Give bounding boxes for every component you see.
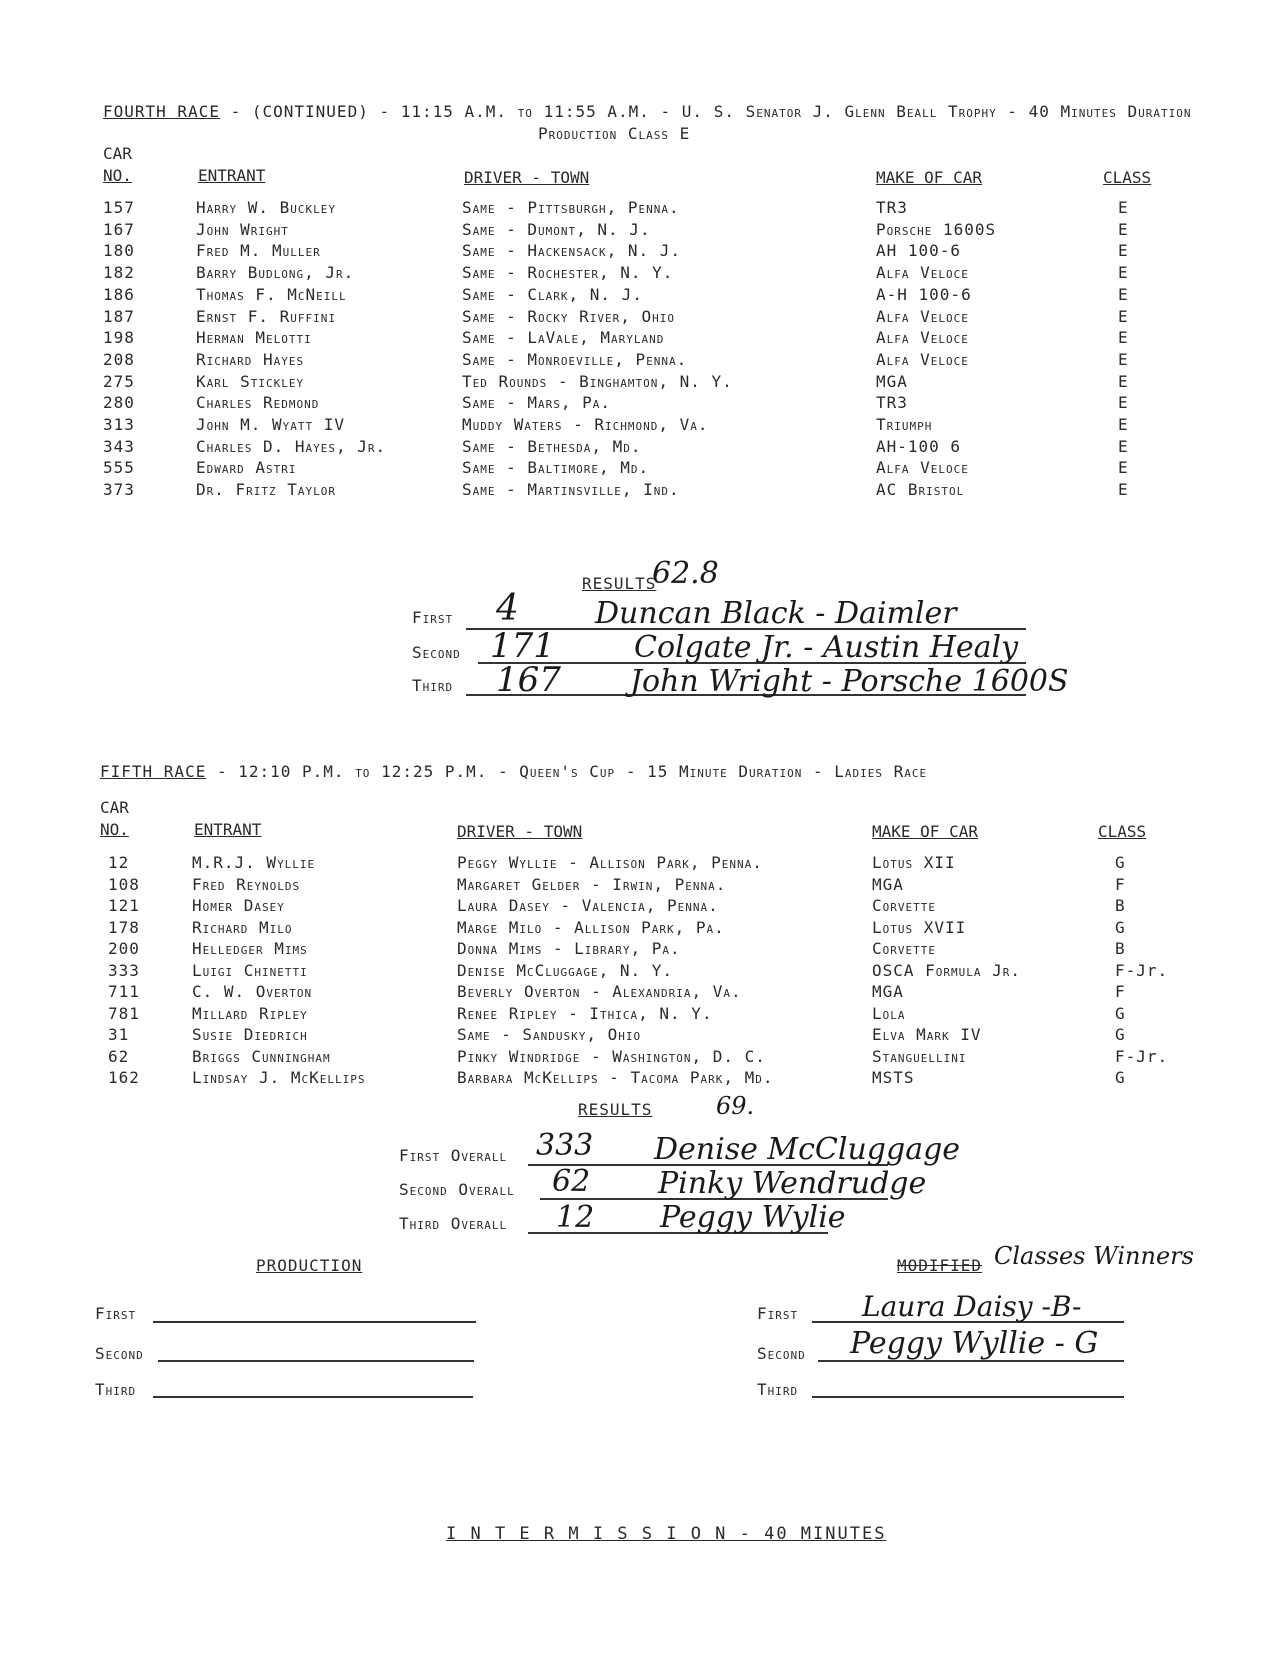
driver-town: Same - Sandusky, Ohio <box>457 1025 642 1044</box>
car-number: 178 <box>108 917 140 937</box>
entrant: Luigi Chinetti <box>192 960 308 980</box>
car-class: E <box>1118 480 1129 500</box>
driver-town: Same - Hackensack, N. J. <box>462 241 682 261</box>
car-number: 711 <box>108 982 140 1001</box>
modified-second-label: Second <box>757 1344 806 1363</box>
car-class: B <box>1115 896 1126 915</box>
col-make-2: MAKE OF CAR <box>872 822 978 841</box>
driver-town: Beverly Overton - Alexandria, Va. <box>457 982 742 1001</box>
col-make: MAKE OF CAR <box>876 168 982 187</box>
fifth-race-label: FIFTH RACE <box>100 762 207 781</box>
car-number: 62 <box>108 1046 130 1066</box>
overall-third-text: Peggy Wylie <box>660 1200 846 1235</box>
car-class: E <box>1118 328 1129 348</box>
make-of-car: MGA <box>872 874 904 894</box>
car-class: F <box>1115 982 1126 1001</box>
make-of-car: Stanguellini <box>872 1046 967 1066</box>
fourth-race-label: FOURTH RACE <box>103 102 220 121</box>
car-number: 157 <box>103 198 135 217</box>
table-row <box>0 1004 1275 1026</box>
entrant: Dr. Fritz Taylor <box>196 480 337 500</box>
table-row <box>0 415 1275 437</box>
driver-town: Marge Milo - Allison Park, Pa. <box>457 917 725 937</box>
make-of-car: Corvette <box>872 896 936 915</box>
production-third-line <box>153 1396 473 1398</box>
driver-town: Margaret Gelder - Irwin, Penna. <box>457 874 727 894</box>
driver-town: Denise McCluggage, N. Y. <box>457 960 674 980</box>
driver-town: Same - Monroeville, Penna. <box>462 349 688 369</box>
modified-first-label: First <box>757 1304 799 1323</box>
table-row <box>0 198 1275 220</box>
driver-town: Same - Pittsburgh, Penna. <box>462 198 680 217</box>
driver-town: Laura Dasey - Valencia, Penna. <box>457 896 719 915</box>
car-class: G <box>1115 917 1126 937</box>
table-row <box>0 241 1275 263</box>
driver-town: Same - Dumont, N. J. <box>462 219 651 239</box>
modified-third-line <box>812 1396 1124 1398</box>
car-number: 108 <box>108 874 140 894</box>
car-number: 555 <box>103 458 135 478</box>
results-speed: 62.8 <box>652 556 719 591</box>
col-car-no-2: NO. <box>100 820 129 839</box>
entrant: Edward Astri <box>196 458 297 478</box>
entrant: Richard Hayes <box>196 349 305 369</box>
driver-town: Barbara McKellips - Tacoma Park, Md. <box>457 1068 774 1087</box>
make-of-car: Triumph <box>876 415 933 434</box>
table-row <box>0 328 1275 350</box>
car-number: 162 <box>108 1068 140 1087</box>
result-first-text: Duncan Black - Daimler <box>595 596 957 631</box>
driver-town: Same - Rochester, N. Y. <box>462 263 674 283</box>
table-row <box>0 896 1275 918</box>
table-row <box>0 458 1275 480</box>
make-of-car: Lotus XII <box>872 853 956 872</box>
result-second-label: Second <box>412 643 461 662</box>
col-class-2: CLASS <box>1098 822 1147 841</box>
table-row <box>0 372 1275 394</box>
car-class: E <box>1118 219 1129 239</box>
entrant: Thomas F. McNeill <box>196 284 347 304</box>
entrant: Briggs Cunningham <box>192 1046 331 1066</box>
entrant: Fred Reynolds <box>192 874 301 894</box>
make-of-car: A-H 100-6 <box>876 284 972 304</box>
car-class: G <box>1115 1068 1126 1087</box>
table-row <box>0 939 1275 961</box>
overall-third-label: Third Overall <box>399 1214 508 1233</box>
col-car-top: CAR <box>103 144 132 163</box>
table-row <box>0 1068 1275 1090</box>
car-number: 180 <box>103 241 135 261</box>
fifth-race-heading-text: - 12:10 P.M. to 12:25 P.M. - Queen's Cup - 15 Minute Duration - Ladies Race <box>206 762 928 781</box>
entrant: Charles D. Hayes, Jr. <box>196 436 387 456</box>
production-third-label: Third <box>95 1380 137 1399</box>
col-driver-town-2: DRIVER - TOWN <box>457 822 583 841</box>
car-class: G <box>1115 853 1126 872</box>
entrant: Susie Diedrich <box>192 1025 308 1044</box>
driver-town: Same - Mars, Pa. <box>462 393 612 413</box>
make-of-car: AH-100 6 <box>876 436 962 456</box>
table-row <box>0 853 1275 875</box>
driver-town: Same - Baltimore, Md. <box>462 458 650 478</box>
entrant: John M. Wyatt IV <box>196 415 346 434</box>
col-entrant: ENTRANT <box>198 166 266 185</box>
car-class: E <box>1118 263 1129 283</box>
entrant: Helledger Mims <box>192 939 308 958</box>
entrant: Barry Budlong, Jr. <box>196 263 355 283</box>
table-row <box>0 437 1275 459</box>
car-number: 121 <box>108 896 140 915</box>
entrant: Millard Ripley <box>192 1003 308 1023</box>
fourth-race-heading-text: - (CONTINUED) - 11:15 A.M. to 11:55 A.M. - U. S. Senator J. Glenn Beall Trophy - 40 Minutes Duration <box>219 102 1192 121</box>
car-number: 186 <box>103 284 135 304</box>
car-number: 31 <box>108 1025 130 1044</box>
table-row <box>0 285 1275 307</box>
modified-title: MODIFIED <box>897 1256 983 1275</box>
car-class: G <box>1115 1003 1126 1023</box>
result-second-no: 171 <box>490 626 555 666</box>
entrant: Lindsay J. McKellips <box>192 1068 366 1087</box>
col-car-top-2: CAR <box>100 798 129 817</box>
car-number: 333 <box>108 960 140 980</box>
overall-first-text: Denise McCluggage <box>654 1132 961 1167</box>
make-of-car: MGA <box>872 982 904 1001</box>
driver-town: Same - Clark, N. J. <box>462 284 643 304</box>
car-number: 200 <box>108 939 140 958</box>
car-class: E <box>1118 284 1129 304</box>
car-class: E <box>1118 393 1129 413</box>
entrant: M.R.J. Wyllie <box>192 853 316 872</box>
overall-second-no: 62 <box>552 1164 591 1199</box>
entrant: Homer Dasey <box>192 896 285 915</box>
table-row <box>0 918 1275 940</box>
overall-first-label: First Overall <box>399 1146 508 1165</box>
fourth-race-subheading: Production Class E <box>538 124 691 143</box>
car-number: 343 <box>103 436 135 456</box>
make-of-car: TR3 <box>876 393 908 413</box>
col-class: CLASS <box>1103 168 1152 187</box>
car-class: B <box>1115 939 1126 958</box>
make-of-car: Alfa Veloce <box>876 263 969 283</box>
entrant: Herman Melotti <box>196 328 312 348</box>
modified-first-text: Laura Daisy -B- <box>862 1290 1082 1323</box>
car-class: F <box>1115 874 1126 894</box>
result-third-text: John Wright - Porsche 1600S <box>630 664 1069 699</box>
overall-third-no: 12 <box>556 1200 595 1235</box>
car-number: 373 <box>103 480 135 500</box>
table-row <box>0 1047 1275 1069</box>
make-of-car: TR3 <box>876 198 908 217</box>
overall-first-no: 333 <box>536 1128 594 1163</box>
entrant: Harry W. Buckley <box>196 198 337 217</box>
entrant: Richard Milo <box>192 917 293 937</box>
entrant: Charles Redmond <box>196 393 320 413</box>
car-number: 12 <box>108 853 130 872</box>
col-car-no: NO. <box>103 166 132 185</box>
car-class: E <box>1118 349 1129 369</box>
col-entrant-2: ENTRANT <box>194 820 262 839</box>
col-driver-town: DRIVER - TOWN <box>464 168 590 187</box>
result-third-no: 167 <box>496 660 561 700</box>
car-class: F-Jr. <box>1115 1046 1169 1066</box>
results-label-2: RESULTS <box>578 1100 653 1119</box>
car-number: 187 <box>103 306 135 326</box>
entrant: C. W. Overton <box>192 982 313 1001</box>
make-of-car: Elva Mark IV <box>872 1025 982 1044</box>
car-class: E <box>1118 198 1129 217</box>
driver-town: Ted Rounds - Binghamton, N. Y. <box>462 371 733 391</box>
overall-second-text: Pinky Wendrudge <box>658 1166 927 1201</box>
driver-town: Same - Martinsville, Ind. <box>462 480 680 500</box>
make-of-car: Porsche 1600S <box>876 219 997 239</box>
production-first-line <box>153 1321 476 1323</box>
car-class: E <box>1118 371 1129 391</box>
results-speed-2: 69. <box>716 1092 755 1120</box>
production-first-label: First <box>95 1304 137 1323</box>
make-of-car: AH 100-6 <box>876 241 962 261</box>
make-of-car: Lola <box>872 1003 906 1023</box>
table-row <box>0 263 1275 285</box>
car-class: E <box>1118 415 1129 434</box>
table-row <box>0 875 1275 897</box>
entrant: Fred M. Muller <box>196 241 321 261</box>
car-class: E <box>1118 436 1129 456</box>
production-second-label: Second <box>95 1344 144 1363</box>
car-number: 781 <box>108 1003 140 1023</box>
entrant: Ernst F. Ruffini <box>196 306 337 326</box>
car-number: 167 <box>103 219 135 239</box>
modified-note: Classes Winners <box>994 1242 1194 1270</box>
driver-town: Same - Bethesda, Md. <box>462 436 642 456</box>
results-label: RESULTS <box>582 574 657 593</box>
table-row <box>0 350 1275 372</box>
production-second-line <box>158 1360 474 1362</box>
driver-town: Pinky Windridge - Washington, D. C. <box>457 1046 766 1066</box>
make-of-car: Corvette <box>872 939 936 958</box>
driver-town: Peggy Wyllie - Allison Park, Penna. <box>457 853 763 872</box>
intermission-text: I N T E R M I S S I O N - 40 MINUTES <box>446 1524 887 1544</box>
make-of-car: Lotus XVII <box>872 917 967 937</box>
car-class: E <box>1118 306 1129 326</box>
car-class: F-Jr. <box>1115 960 1169 980</box>
driver-town: Muddy Waters - Richmond, Va. <box>462 415 709 434</box>
car-number: 182 <box>103 263 135 283</box>
make-of-car: AC Bristol <box>876 480 965 500</box>
make-of-car: OSCA Formula Jr. <box>872 960 1022 980</box>
table-row <box>0 307 1275 329</box>
make-of-car: MGA <box>876 371 908 391</box>
table-row <box>0 220 1275 242</box>
result-third-label: Third <box>412 676 454 695</box>
car-number: 208 <box>103 349 135 369</box>
car-number: 198 <box>103 328 135 348</box>
fourth-race-heading <box>103 102 1192 121</box>
entrant: Karl Stickley <box>196 371 305 391</box>
table-row <box>0 1025 1275 1047</box>
driver-town: Renee Ripley - Ithica, N. Y. <box>457 1003 713 1023</box>
make-of-car: Alfa Veloce <box>876 306 969 326</box>
table-row <box>0 961 1275 983</box>
result-second-text: Colgate Jr. - Austin Healy <box>634 630 1019 665</box>
entrant: John Wright <box>196 219 289 239</box>
driver-town: Same - Rocky River, Ohio <box>462 306 676 326</box>
production-title: PRODUCTION <box>256 1256 363 1275</box>
fifth-race-heading <box>100 762 927 781</box>
car-number: 280 <box>103 393 135 413</box>
table-row <box>0 982 1275 1004</box>
result-first-label: First <box>412 608 454 627</box>
table-row <box>0 480 1275 502</box>
make-of-car: Alfa Veloce <box>876 349 969 369</box>
modified-second-text: Peggy Wyllie - G <box>850 1326 1099 1361</box>
car-class: E <box>1118 241 1129 261</box>
make-of-car: Alfa Veloce <box>876 328 969 348</box>
table-row <box>0 393 1275 415</box>
overall-second-label: Second Overall <box>399 1180 515 1199</box>
car-class: G <box>1115 1025 1126 1044</box>
car-number: 313 <box>103 415 135 434</box>
driver-town: Same - LaVale, Maryland <box>462 328 665 348</box>
car-class: E <box>1118 458 1129 478</box>
result-first-no: 4 <box>496 588 519 629</box>
make-of-car: MSTS <box>872 1068 915 1087</box>
make-of-car: Alfa Veloce <box>876 458 969 478</box>
driver-town: Donna Mims - Library, Pa. <box>457 939 681 958</box>
modified-third-label: Third <box>757 1380 799 1399</box>
car-number: 275 <box>103 371 135 391</box>
